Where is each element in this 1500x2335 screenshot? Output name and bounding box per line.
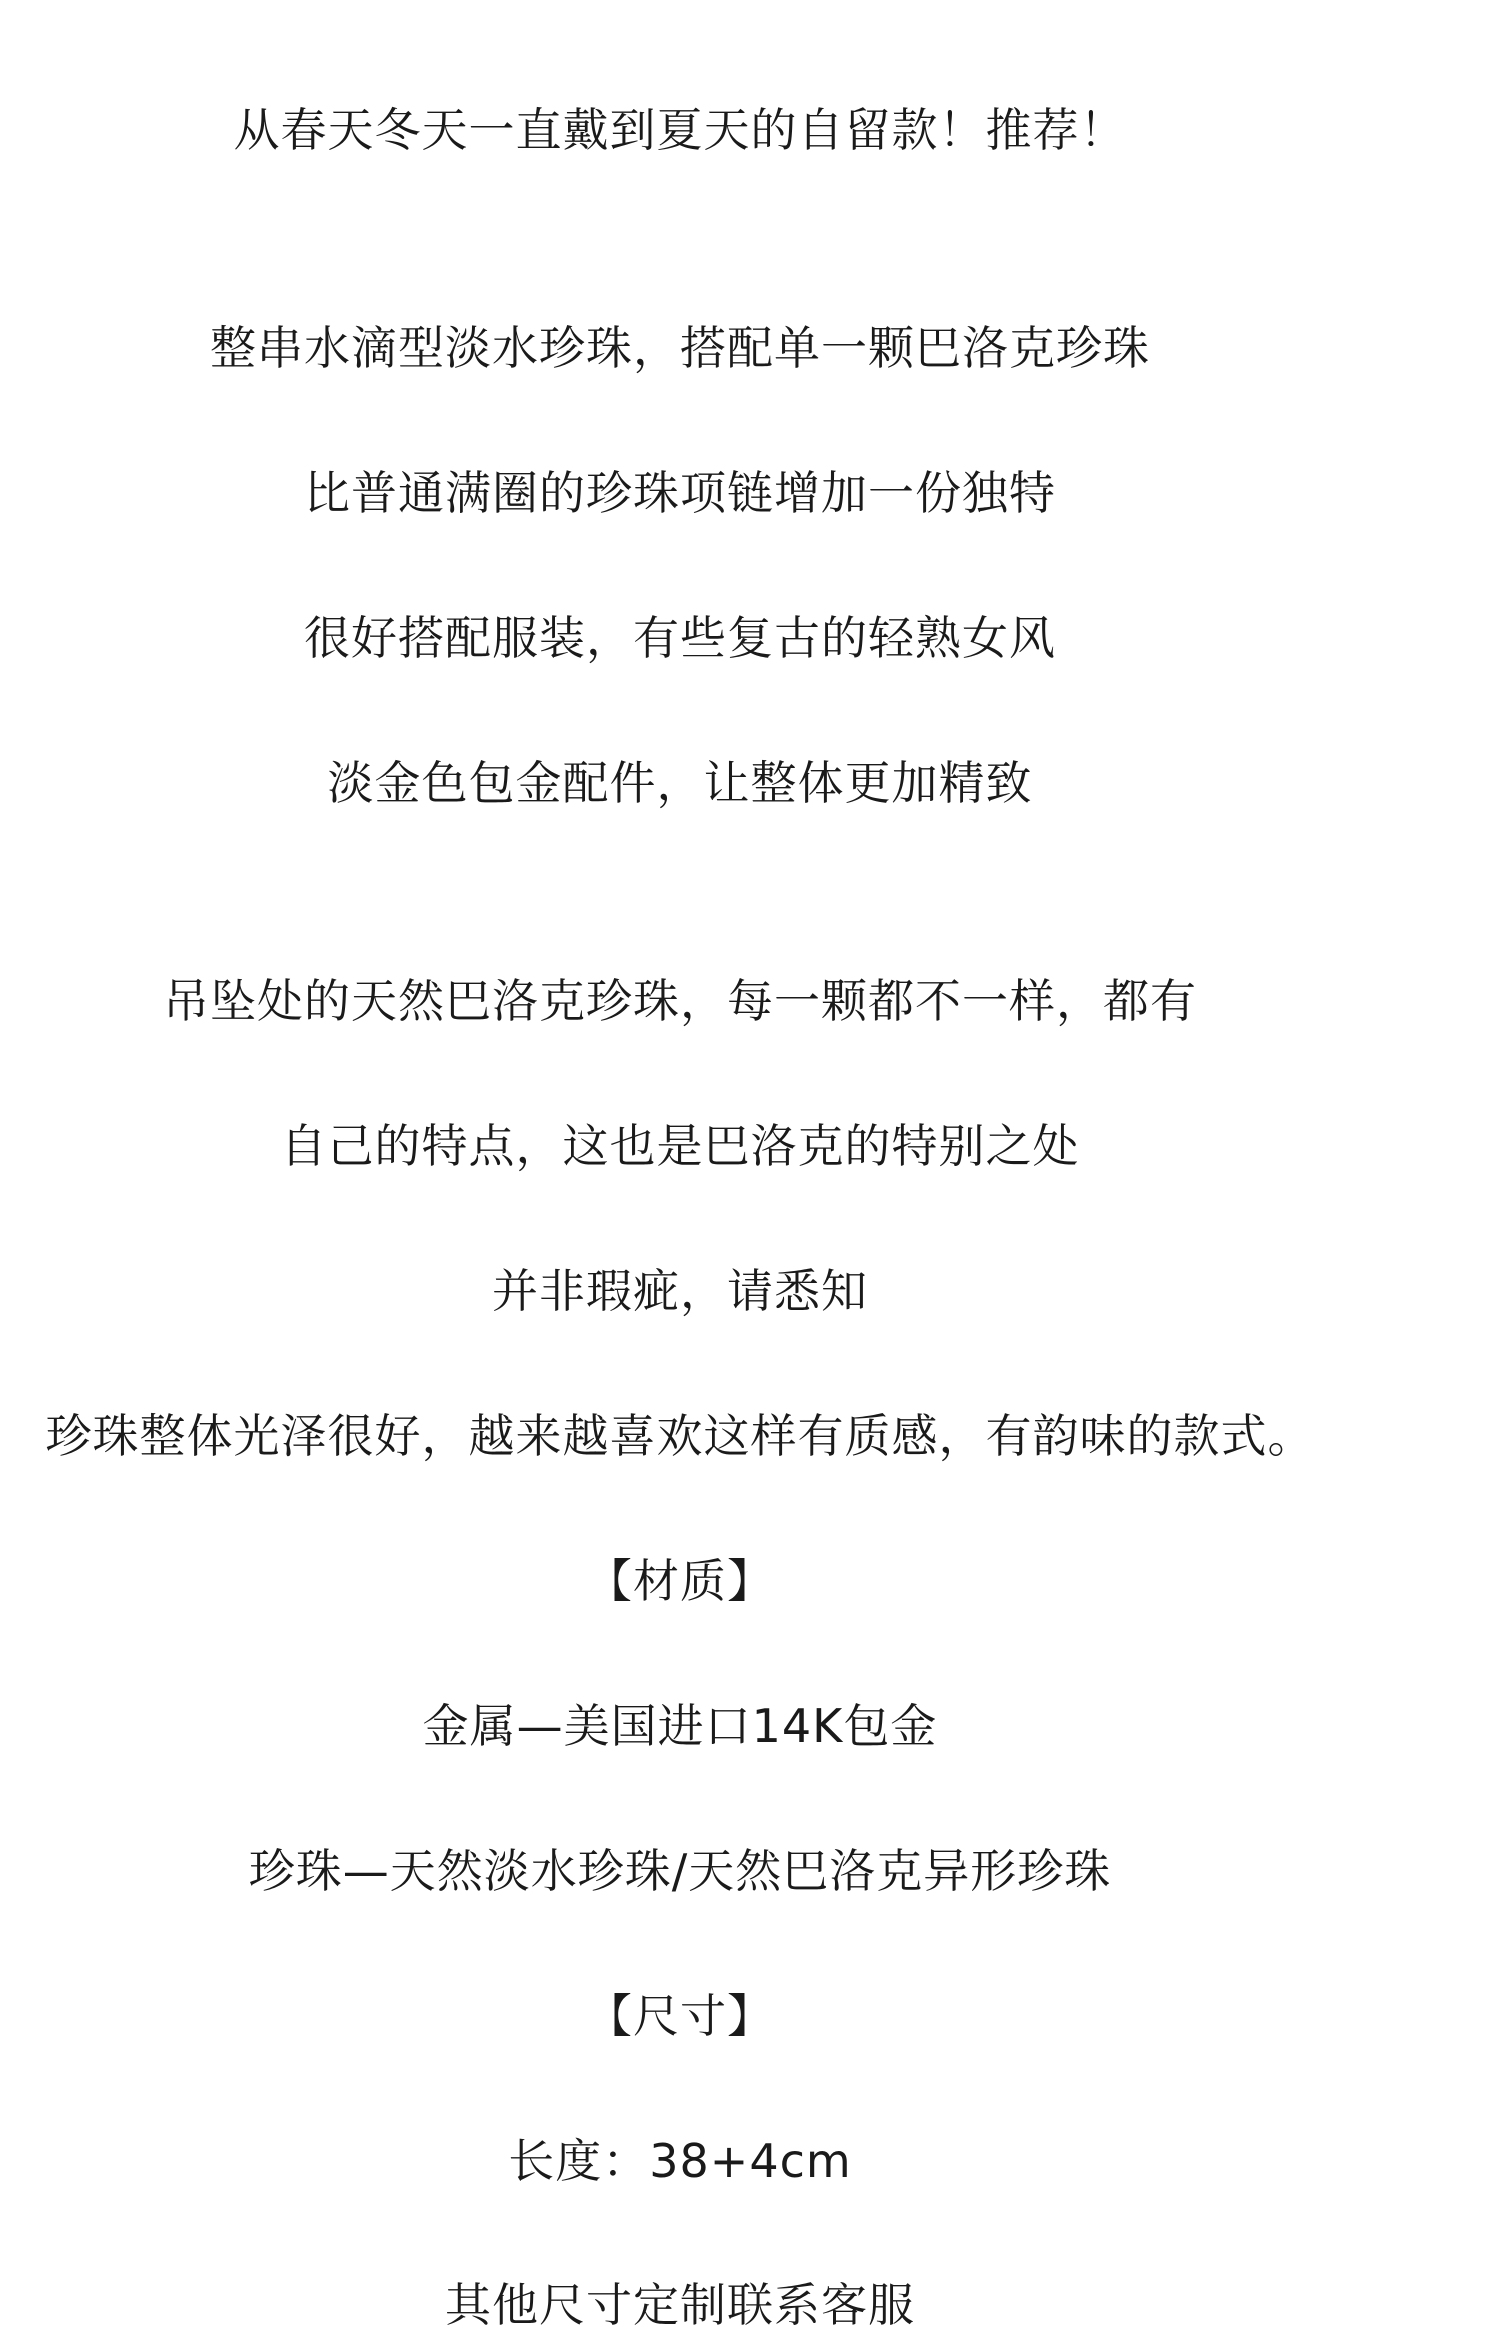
gold-fittings-line: 淡金色包金配件，让整体更加精致	[327, 756, 1033, 810]
size-heading: 【尺寸】	[586, 1989, 774, 2043]
style-line: 很好搭配服装，有些复古的轻熟女风	[304, 611, 1056, 665]
pearl-spec: 珍珠—天然淡水珍珠/天然巴洛克异形珍珠	[248, 1844, 1112, 1898]
baroque-pendant-line: 吊坠处的天然巴洛克珍珠，每一颗都不一样，都有	[163, 974, 1197, 1028]
baroque-feature-line: 自己的特点，这也是巴洛克的特别之处	[280, 1119, 1080, 1173]
custom-size-note: 其他尺寸定制联系客服	[445, 2278, 915, 2332]
not-flaw-line: 并非瑕疵，请悉知	[492, 1264, 868, 1318]
luster-line: 珍珠整体光泽很好，越来越喜欢这样有质感，有韵味的款式。	[45, 1409, 1315, 1463]
pearl-string-line: 整串水滴型淡水珍珠，搭配单一颗巴洛克珍珠	[210, 321, 1150, 375]
metal-spec: 金属—美国进口14K包金	[422, 1699, 938, 1753]
length-spec: 长度：38+4cm	[508, 2134, 852, 2188]
intro-line: 从春天冬天一直戴到夏天的自留款！推荐！	[233, 103, 1127, 157]
unique-line: 比普通满圈的珍珠项链增加一份独特	[304, 466, 1056, 520]
material-heading: 【材质】	[586, 1554, 774, 1608]
